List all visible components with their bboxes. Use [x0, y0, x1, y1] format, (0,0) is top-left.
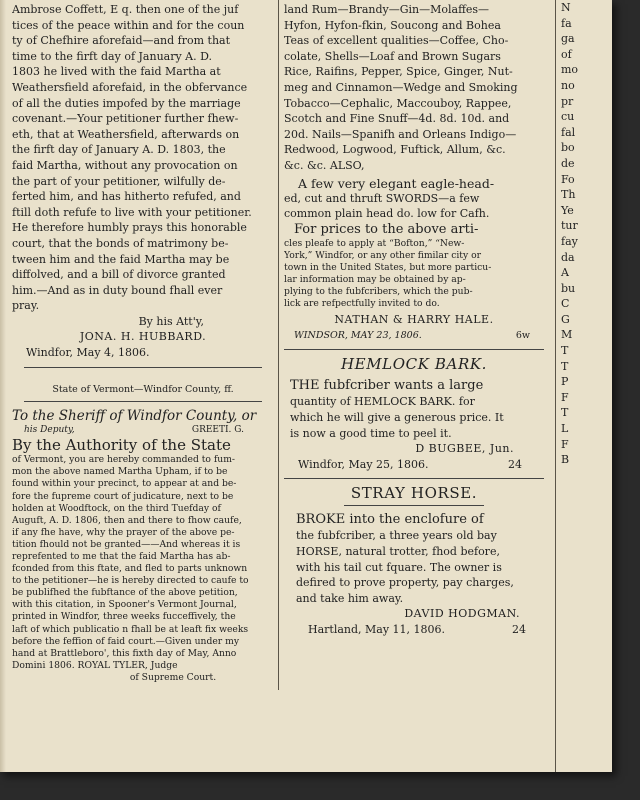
- prices-line: York,” Windfor, or any other fimilar city or: [284, 249, 482, 261]
- order-line: of Vermont, you are hereby commanded to fum-: [12, 454, 236, 466]
- order-line: reprefented to me that the faid Martha has ab-: [12, 551, 231, 562]
- divorce-petition: [12, 0, 274, 314]
- separator-rule: [284, 478, 544, 479]
- petition-line: 1803 he lived with the faid Martha at: [12, 65, 221, 79]
- hemlock-run: 24: [508, 457, 522, 471]
- edge-fragment: F: [561, 390, 569, 404]
- stray-run: 24: [512, 623, 526, 636]
- hemlock-notice: [284, 378, 544, 441]
- stray-horse-heading: STRAY HORSE.: [350, 484, 478, 503]
- order-line: fore the fupreme court of judicature, next to be: [12, 490, 234, 502]
- edge-fragment: F: [561, 437, 569, 451]
- petition-line: covenant.—Your petitioner further fhew-: [12, 112, 239, 126]
- edge-fragment: fa: [561, 16, 572, 30]
- sheriff-title: To the Sheriff of Windfor County, or: [12, 408, 257, 425]
- hemlock-line: is now a good time to peel it.: [290, 426, 452, 440]
- goods-line: colate, Shells—Loaf and Brown Sugars: [284, 49, 501, 63]
- edge-fragment: no: [561, 78, 575, 92]
- hemlock-dateline: Windfor, May 25, 1806.: [298, 457, 429, 471]
- merchants-dateline: WINDSOR, MAY 23, 1806.: [294, 329, 422, 341]
- stray-line: defired to prove property, pay charges,: [296, 576, 514, 590]
- cut-off-column-edge: [555, 0, 586, 772]
- deputy-greeting-line: [12, 425, 274, 436]
- greeting: GREETI. G.: [191, 425, 244, 436]
- attorney-name: JONA. H. HUBBARD.: [79, 330, 207, 344]
- stray-signer: DAVID HODGMAN.: [404, 607, 520, 621]
- swords-notice: [284, 176, 544, 222]
- order-line: laft of which publicatio n fhall be at leaft fix weeks: [12, 623, 249, 635]
- swords-line: A few very elegant eagle-head-: [298, 175, 495, 191]
- stray-line: HORSE, natural trotter, fhod before,: [296, 545, 500, 559]
- swords-line: common plain head do. low for Cafh.: [284, 207, 490, 221]
- order-line: with this citation, in Spooner's Vermont Journal,: [12, 599, 237, 611]
- state-line: State of Vermont—Windfor County, ff.: [52, 383, 234, 395]
- edge-fragment: B: [561, 453, 570, 467]
- goods-line: land Rum—Brandy—Gin—Molaffes—: [284, 3, 490, 16]
- petition-line: court, that the bonds of matrimony be-: [12, 236, 229, 250]
- separator-rule: [284, 349, 544, 350]
- page-spine-shadow: [0, 0, 6, 772]
- goods-line: Rice, Raifins, Pepper, Spice, Ginger, Nut-: [284, 65, 513, 79]
- edge-fragment: C: [561, 297, 570, 311]
- petition-line: tween him and the faid Martha may be: [12, 252, 230, 266]
- petition-line: him.—And as in duty bound fhall ever: [12, 283, 223, 297]
- order-line: printed in Windfor, three weeks fucceffively, the: [12, 611, 236, 623]
- hemlock-heading: HEMLOCK BARK.: [340, 355, 488, 374]
- goods-line: Teas of excellent qualities—Coffee, Cho-: [284, 34, 509, 48]
- petition-line: time to the firft day of January A. D.: [12, 49, 213, 63]
- order-line: mon the above named Martha Upham, if to be: [12, 466, 228, 478]
- goods-line: 20d. Nails—Spanifh and Orleans Indigo—: [284, 127, 517, 141]
- merchants-dateline-row: [284, 328, 544, 344]
- edge-fragment: bu: [561, 281, 576, 295]
- left-column: [12, 0, 274, 684]
- hemlock-line: THE fubfcriber wants a large: [290, 378, 484, 394]
- stray-line: and take him away.: [296, 591, 404, 605]
- edge-fragment: cu: [561, 110, 575, 124]
- edge-fragment: Th: [561, 188, 576, 202]
- hemlock-signer: D BUGBEE, Jun.: [415, 442, 514, 456]
- order-line: found within your precinct, to appear at and be-: [12, 478, 237, 490]
- goods-line: Scotch and Fine Snuff—4d. 8d. 10d. and: [284, 112, 510, 126]
- swords-line: ed, cut and thruft SWORDS—a few: [284, 191, 480, 205]
- edge-fragment: Fo: [561, 172, 575, 186]
- right-column: [284, 0, 544, 638]
- prices-first-line: For prices to the above arti-: [294, 221, 479, 237]
- hemlock-line: which he will give a generous price. It: [290, 411, 504, 425]
- petition-line: He therefore humbly prays this honorable: [12, 221, 247, 235]
- petition-line: Ambrose Coffett, E q. then one of the juf: [12, 3, 239, 16]
- edge-fragment: ga: [561, 32, 575, 46]
- petition-line: ty of Chefhire aforefaid—and from that: [12, 34, 231, 48]
- stray-first-text: BROKE into the enclofure of: [296, 512, 484, 528]
- edge-fragment: de: [561, 156, 575, 170]
- stray-line: with his tail cut fquare. The owner is: [296, 560, 502, 574]
- judge-title: of Supreme Court.: [129, 671, 217, 683]
- goods-line: &c. &c. ALSO,: [284, 158, 365, 172]
- merchants-run: 6w: [515, 329, 530, 341]
- petition-line: of all the duties impofed by the marriage: [12, 96, 241, 110]
- order-line: hand at Brattleboro', this fixth day of May, Anno: [12, 647, 237, 659]
- edge-fragment: pr: [561, 94, 574, 108]
- edge-fragment: L: [561, 422, 569, 436]
- prices-line: cles pleafe to apply at “Bofton,” “New-: [284, 237, 465, 249]
- separator-rule: [24, 367, 262, 368]
- order-line: before the feffion of faid court.—Given under my: [12, 635, 240, 647]
- edge-fragment: A: [561, 266, 569, 280]
- edge-fragment: T: [561, 359, 569, 373]
- order-line: tition fhould not be granted——And whereas it is: [12, 538, 241, 550]
- edge-fragment: G: [561, 312, 570, 326]
- goods-line: Tobacco—Cephalic, Maccouboy, Rappee,: [284, 96, 512, 110]
- merchants-name: NATHAN & HARRY HALE.: [334, 313, 494, 327]
- stray-dateline-row: [284, 622, 544, 638]
- petition-line: ferted him, and has hitherto refufed, and: [12, 190, 241, 204]
- edge-fragment: of: [561, 47, 572, 61]
- goods-line: meg and Cinnamon—Wedge and Smoking: [284, 80, 518, 94]
- order-line: Domini 1806. ROYAL TYLER, Judge: [12, 659, 178, 671]
- deputy-line: his Deputy,: [24, 425, 75, 436]
- petition-line: diffolved, and a bill of divorce granted: [12, 268, 226, 282]
- goods-advertisement: [284, 0, 544, 174]
- edge-fragment: T: [561, 406, 569, 420]
- stray-dateline: Hartland, May 11, 1806.: [308, 623, 446, 636]
- prices-line: plying to the fubfcribers, which the pub-: [284, 286, 473, 298]
- order-line: holden at Woodftock, on the third Tuefday of: [12, 502, 221, 514]
- order-line: be publifhed the fubftance of the above petition,: [12, 587, 238, 599]
- petition-line: pray.: [12, 299, 40, 313]
- petition-line: the firft day of January A. D. 1803, the: [12, 143, 226, 157]
- petition-line: eth, that at Weathersfield, afterwards on: [12, 127, 240, 141]
- stray-line: the fubfcriber, a three years old bay: [296, 529, 497, 543]
- petition-line: tices of the peace within and for the coun: [12, 18, 245, 32]
- edge-fragment: fal: [561, 125, 576, 139]
- prices-line: lick are refpectfully invited to do.: [284, 298, 440, 310]
- petition-line: Weathersfield aforefaid, in the obfervance: [12, 80, 248, 94]
- edge-fragment: mo: [561, 63, 579, 77]
- edge-fragment: Ye: [561, 203, 574, 217]
- prices-notice: [284, 238, 544, 311]
- edge-fragment: tur: [561, 219, 578, 233]
- authority-line: By the Authority of the State: [12, 436, 231, 455]
- court-order: [12, 454, 274, 672]
- stray-first-line: [284, 512, 544, 528]
- hemlock-line: quantity of HEMLOCK BARK. for: [290, 395, 475, 409]
- edge-fragment: M: [561, 328, 573, 342]
- order-line: to the petitioner—he is hereby directed to caufe to: [12, 575, 249, 587]
- prices-line: town in the United States, but more particu-: [284, 261, 492, 273]
- hemlock-dateline-row: [284, 457, 544, 473]
- edge-fragment: fay: [561, 234, 578, 248]
- order-line: Auguft, A. D. 1806, then and there to fhow caufe,: [12, 514, 242, 526]
- separator-rule: [24, 401, 262, 402]
- edge-fragment: bo: [561, 141, 575, 155]
- petition-line: ftill doth refufe to live with your petitioner.: [12, 205, 252, 219]
- separator-rule: [344, 505, 484, 506]
- petition-dateline: Windfor, May 4, 1806.: [26, 346, 150, 360]
- goods-line: Hyfon, Hyfon-fkin, Soucong and Bohea: [284, 18, 501, 32]
- by-his-atty: By his Att'y,: [138, 314, 204, 328]
- column-rule: [278, 0, 279, 690]
- prices-line: lar information may be obtained by ap-: [284, 274, 466, 285]
- order-line: fconded from this ftate, and fled to parts unknown: [12, 563, 248, 575]
- petition-line: faid Martha, without any provocation on: [12, 158, 238, 172]
- edge-fragment: N: [561, 1, 571, 14]
- order-line: if any fhe have, why the prayer of the above pe-: [12, 526, 235, 538]
- petition-line: the part of your petitioner, wilfully de-: [12, 174, 226, 188]
- edge-fragment: P: [561, 375, 569, 389]
- goods-line: Redwood, Logwood, Fuftick, Allum, &c.: [284, 143, 506, 157]
- edge-fragment: T: [561, 344, 569, 358]
- edge-fragment: da: [561, 250, 575, 264]
- stray-horse-notice: [284, 528, 544, 606]
